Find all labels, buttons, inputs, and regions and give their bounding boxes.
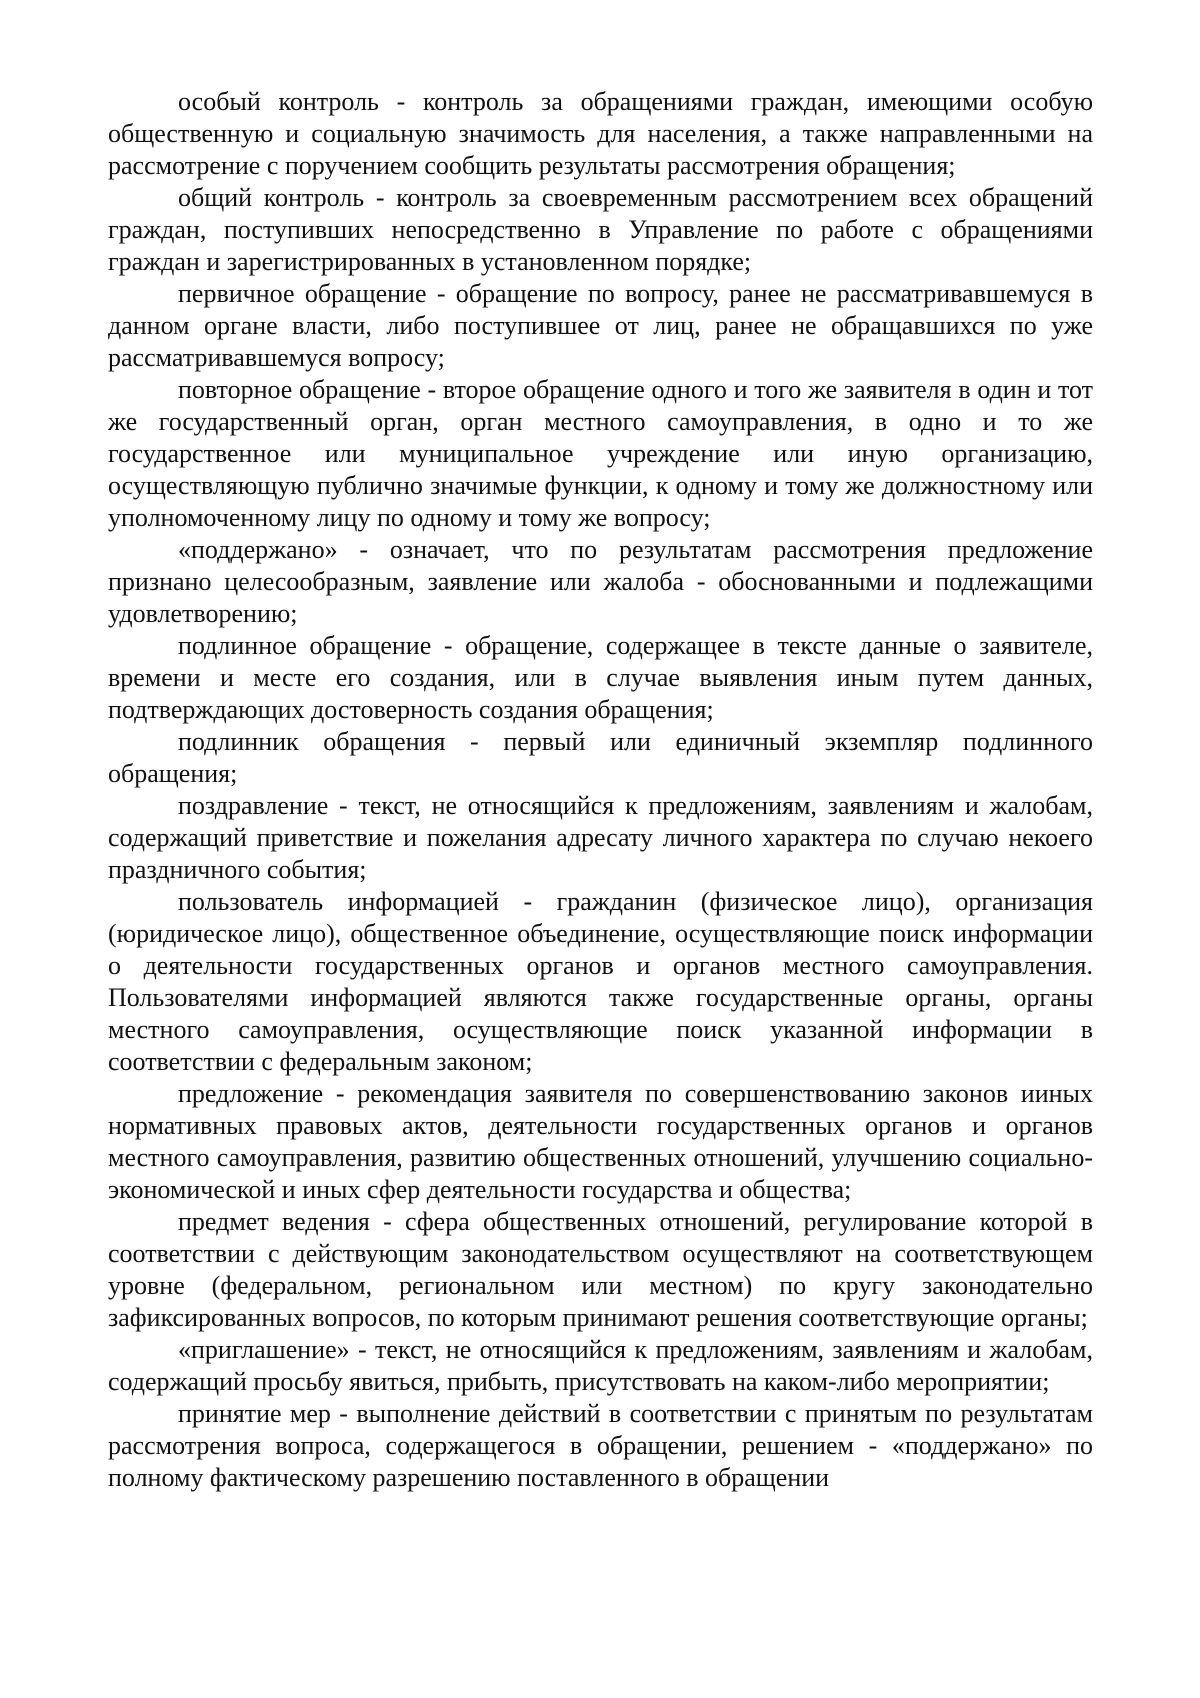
paragraph-podlinnoe-obrashchenie: подлинное обращение - обращение, содержащее в тексте данные о заявителе, времени и месте его создания, или в случае выявления иным путем данных, подтверждающих достоверность создания обращения;: [108, 631, 1093, 724]
paragraph-podlinnik-obrashcheniya: подлинник обращения - первый или единичный экземпляр подлинного обращения;: [108, 727, 1093, 788]
paragraph-osobyi-kontrol: особый контроль - контроль за обращениями граждан, имеющими особую общественную и социальную значимость для населения, а также направленными на рассмотрение с поручением сообщить результаты рассмотрения обращения;: [108, 87, 1093, 180]
document-body: [108, 86, 1093, 1494]
paragraph-predmet-vedeniya: предмет ведения - сфера общественных отношений, регулирование которой в соответствии с действующим законодательством осуществляют на соответствующем уровне (федеральном, региональном или местном) по кругу законодательно зафиксированных вопросов, по которым принимают решения соответствующие органы;: [108, 1207, 1093, 1332]
paragraph-pozdravlenie: поздравление - текст, не относящийся к предложениям, заявлениям и жалобам, содержащий приветствие и пожелания адресату личного характера по случаю некоего праздничного события;: [108, 791, 1093, 884]
paragraph-priglashenie: «приглашение» - текст, не относящийся к предложениям, заявлениям и жалобам, содержащий просьбу явиться, прибыть, присутствовать на каком-либо мероприятии;: [108, 1335, 1093, 1396]
paragraph-prinyatie-mer: принятие мер - выполнение действий в соответствии с принятым по результатам рассмотрения вопроса, содержащегося в обращении, решением - «поддержано» по полному фактическому разрешению поставленного в обращении: [108, 1399, 1093, 1492]
paragraph-pervichnoe-obrashchenie: первичное обращение - обращение по вопросу, ранее не рассматривавшемуся в данном органе власти, либо поступившее от лиц, ранее не обращавшихся по уже рассматривавшемуся вопросу;: [108, 279, 1093, 372]
paragraph-polzovatel-informaciei: пользователь информацией - гражданин (физическое лицо), организация (юридическое лицо), общественное объединение, осуществляющие поиск информации о деятельности государственных органов и органов местного самоуправления. Пользователями информацией являются также государственные органы, органы местного самоуправления, осуществляющие поиск указанной информации в соответствии с федеральным законом;: [108, 887, 1093, 1076]
paragraph-povtornoe-obrashchenie: повторное обращение - второе обращение одного и того же заявителя в один и тот же государственный орган, орган местного самоуправления, в одно и то же государственное или муниципальное учреждение или иную организацию, осуществляющую публично значимые функции, к одному и тому же должностному или уполномоченному лицу по одному и тому же вопросу;: [108, 375, 1093, 532]
paragraph-obshchii-kontrol: общий контроль - контроль за своевременным рассмотрением всех обращений граждан, поступивших непосредственно в Управление по работе с обращениями граждан и зарегистрированных в установленном порядке;: [108, 183, 1093, 276]
paragraph-predlozhenie: предложение - рекомендация заявителя по совершенствованию законов ииных нормативных правовых актов, деятельности государственных органов и органов местного самоуправления, развитию общественных отношений, улучшению социально-экономической и иных сфер деятельности государства и общества;: [108, 1079, 1093, 1204]
paragraph-podderzhano: «поддержано» - означает, что по результатам рассмотрения предложение признано целесообразным, заявление или жалоба - обоснованными и подлежащими удовлетворению;: [108, 535, 1093, 628]
